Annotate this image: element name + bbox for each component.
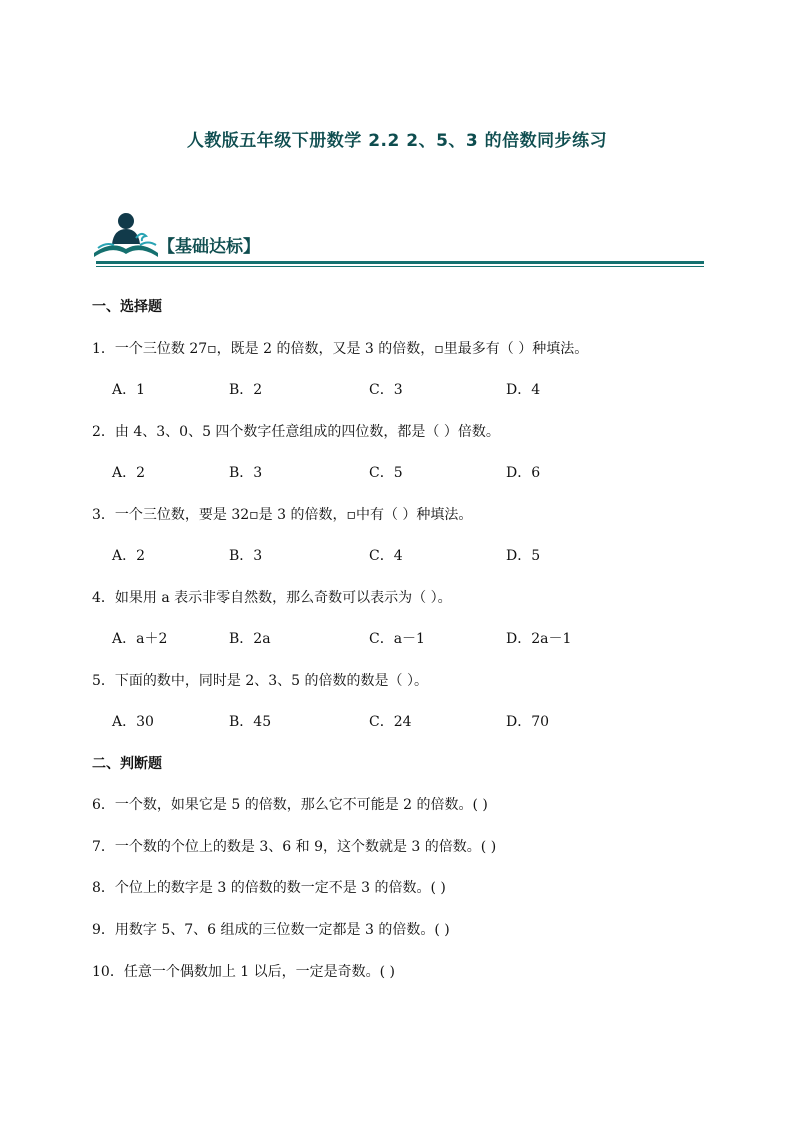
option-d: D．6: [506, 465, 541, 481]
section-divider-thin: [96, 266, 704, 267]
part2-heading: 二、判断题: [92, 756, 162, 772]
part1-heading: 一、选择题: [92, 299, 162, 315]
option-b: B．3: [229, 465, 263, 481]
option-c: C．5: [369, 465, 403, 481]
option-c: C．3: [369, 382, 403, 398]
section-divider-thick: [96, 261, 704, 264]
option-d: D．2a－1: [506, 631, 572, 647]
option-b: B．45: [229, 714, 272, 730]
question-7: 7．一个数的个位上的数是 3、6 和 9，这个数就是 3 的倍数。( ): [92, 839, 497, 855]
reader-book-icon: [92, 212, 162, 262]
question-9: 9．用数字 5、7、6 组成的三位数一定都是 3 的倍数。( ): [92, 922, 450, 938]
question-6: 6．一个数，如果它是 5 的倍数，那么它不可能是 2 的倍数。( ): [92, 797, 488, 813]
option-c: C．4: [369, 548, 403, 564]
question-8: 8．个位上的数字是 3 的倍数的数一定不是 3 的倍数。( ): [92, 880, 446, 896]
question-1: 1．一个三位数 27▫，既是 2 的倍数，又是 3 的倍数，▫里最多有（ ）种填法。: [92, 341, 589, 357]
option-a: A．30: [112, 714, 154, 730]
question-1-options: [112, 379, 712, 399]
question-2-options: [112, 462, 712, 482]
question-5: 5．下面的数中，同时是 2、3、5 的倍数的数是（ ）。: [92, 673, 428, 689]
option-d: D．70: [506, 714, 550, 730]
option-b: B．2: [229, 382, 263, 398]
question-2: 2．由 4、3、0、5 四个数字任意组成的四位数，都是（ ）倍数。: [92, 424, 500, 440]
option-c: C．a－1: [369, 631, 425, 647]
option-c: C．24: [369, 714, 412, 730]
section-title: 【基础达标】: [158, 237, 260, 257]
question-10: 10．任意一个偶数加上 1 以后，一定是奇数。( ): [92, 964, 395, 980]
option-b: B．2a: [229, 631, 271, 647]
option-d: D．4: [506, 382, 541, 398]
option-a: A．1: [112, 382, 146, 398]
section-header: [92, 212, 704, 270]
option-a: A．a＋2: [112, 631, 168, 647]
question-4: 4．如果用 a 表示非零自然数，那么奇数可以表示为（ ）。: [92, 590, 452, 606]
option-d: D．5: [506, 548, 541, 564]
question-4-options: [112, 628, 712, 648]
document-title: 人教版五年级下册数学 2.2 2、5、3 的倍数同步练习: [186, 131, 608, 151]
question-3-options: [112, 545, 712, 565]
option-b: B．3: [229, 548, 263, 564]
question-5-options: [112, 711, 712, 731]
question-3: 3．一个三位数，要是 32▫是 3 的倍数，▫中有（ ）种填法。: [92, 507, 473, 523]
option-a: A．2: [112, 548, 146, 564]
option-a: A．2: [112, 465, 146, 481]
